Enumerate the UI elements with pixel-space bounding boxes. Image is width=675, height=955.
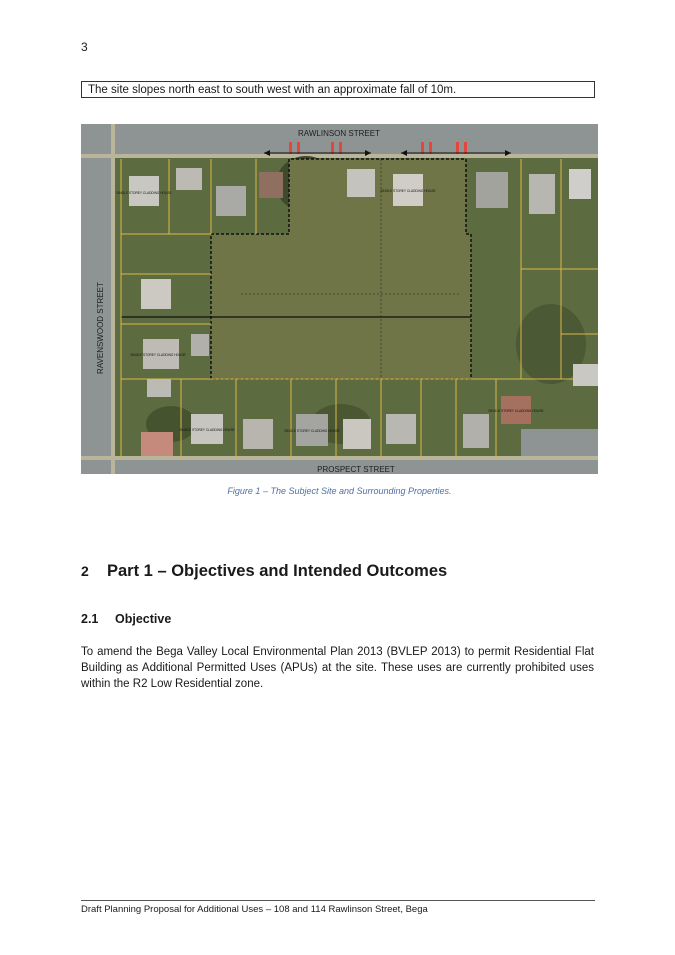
objective-paragraph: To amend the Bega Valley Local Environmental Plan 2013 (BVLEP 2013) to permit Residential Flat Building as Additional Permitted Uses (APUs) at the site. These uses are currently prohibited uses within the R2 Low Residential zone. [81, 646, 594, 690]
subsection-number: 2.1 [81, 612, 99, 626]
section-heading [81, 562, 447, 581]
figure-caption: Figure 1 – The Subject Site and Surrounding Properties. [227, 486, 452, 496]
section-number: 2 [81, 563, 89, 579]
aerial-map-graphic [81, 124, 598, 474]
lot-label: SINGLE STOREY CLADDING HOUSE [179, 428, 235, 432]
lot-label: SINGLE STOREY CLADDING HOUSE [284, 429, 340, 433]
lot-label: SINGLE STOREY CLADDING HOUSE [488, 409, 544, 413]
lot-label: SINGLE STOREY CLADDING HOUSE [380, 189, 436, 193]
footer-divider [81, 900, 595, 901]
site-slope-note: The site slopes north east to south west with an approximate fall of 10m. [81, 81, 595, 98]
lot-label: SINGLE STOREY CLADDING HOUSE [116, 191, 172, 195]
subsection-title: Objective [115, 612, 172, 626]
label-rawlinson-street: RAWLINSON STREET [298, 129, 380, 138]
section-title: Part 1 – Objectives and Intended Outcomes [107, 562, 448, 580]
lot-label: SINGLE STOREY CLADDING HOUSE [130, 353, 186, 357]
label-ravenswood-street: RAVENSWOOD STREET [96, 282, 105, 374]
page-number: 3 [81, 40, 88, 54]
page-footer: Draft Planning Proposal for Additional Uses – 108 and 114 Rawlinson Street, Bega [81, 904, 428, 915]
subsection-heading [81, 612, 171, 626]
label-prospect-street: PROSPECT STREET [317, 465, 395, 474]
aerial-site-map [81, 124, 598, 474]
